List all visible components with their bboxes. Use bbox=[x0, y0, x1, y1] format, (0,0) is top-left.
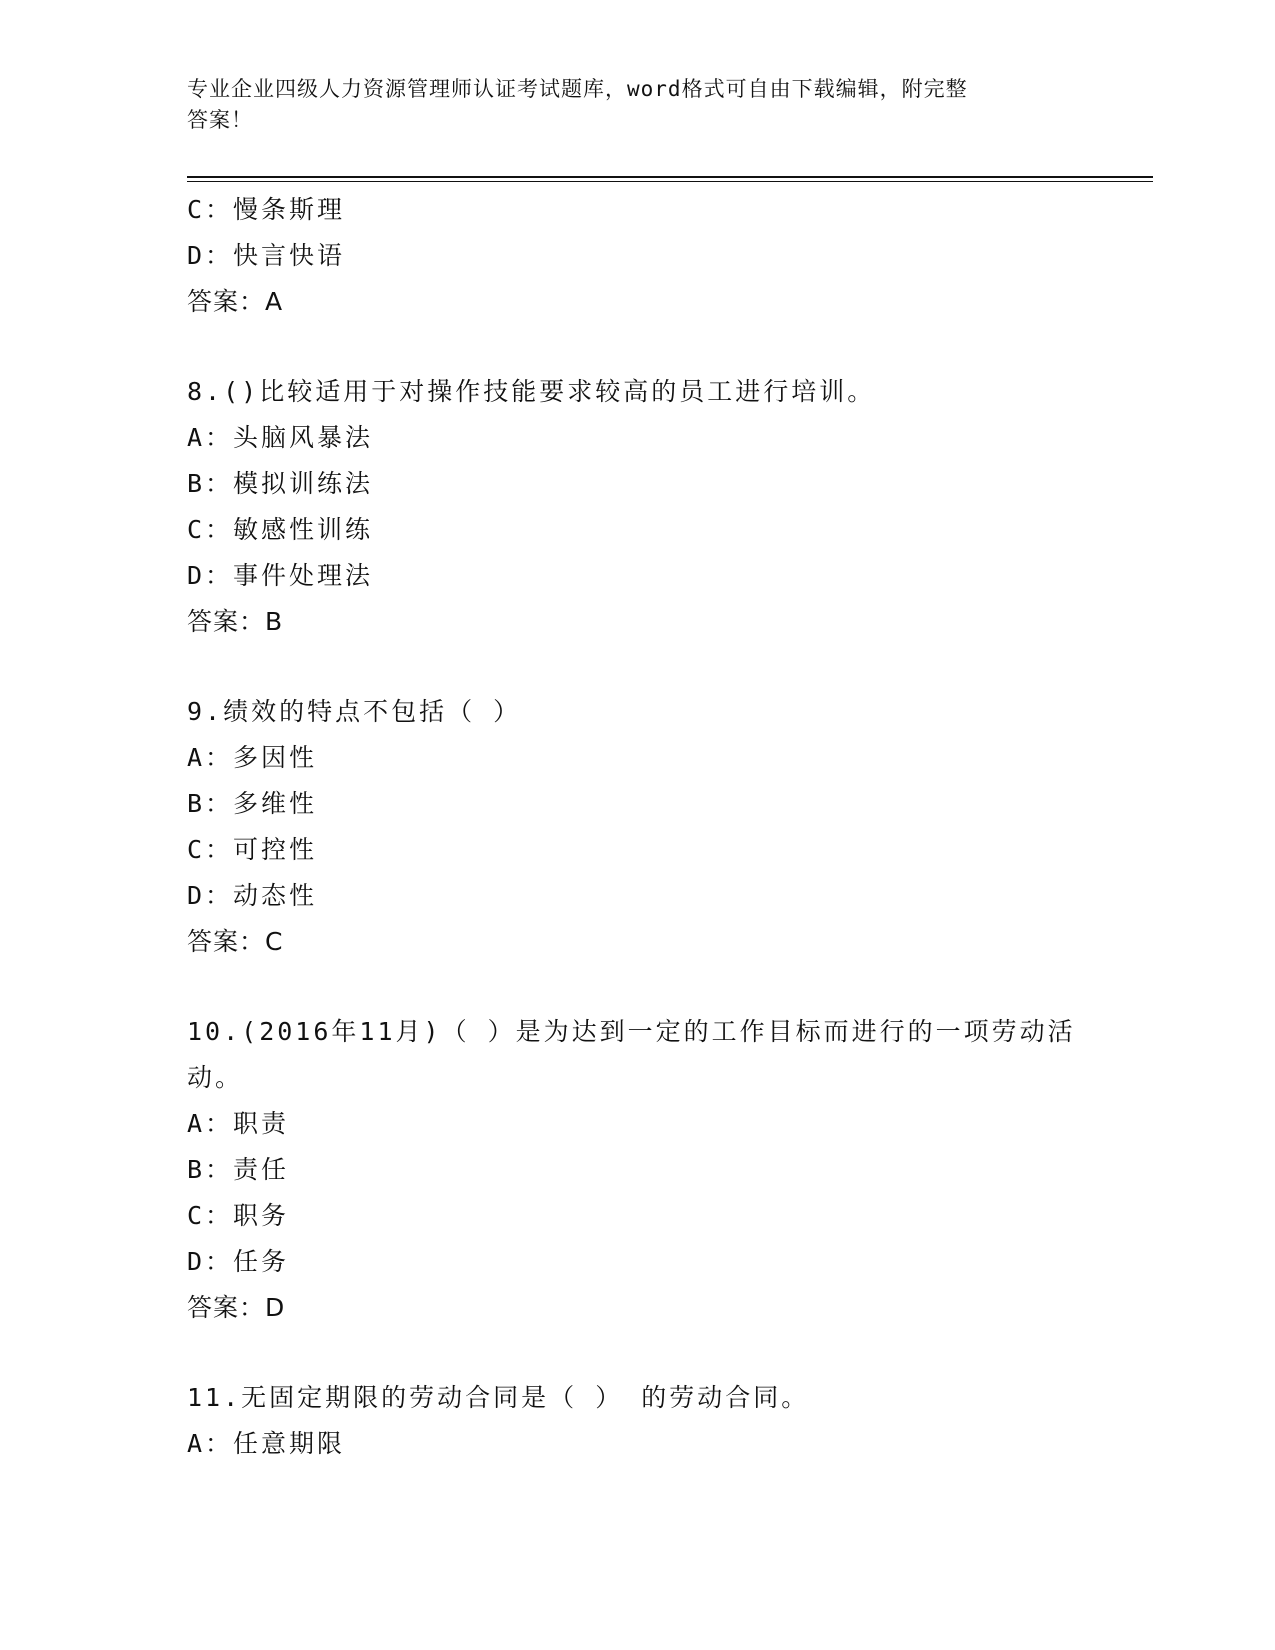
option-d: D：快言快语 bbox=[187, 241, 346, 270]
option-a: A：任意期限 bbox=[187, 1429, 346, 1458]
answer-text: 答案：D bbox=[187, 1293, 286, 1322]
option-b: B：模拟训练法 bbox=[187, 469, 374, 498]
answer-text: 答案：B bbox=[187, 607, 284, 636]
question-block bbox=[187, 689, 1153, 965]
option-d: D：事件处理法 bbox=[187, 561, 374, 590]
option-d: D：任务 bbox=[187, 1247, 290, 1276]
option-b: B：责任 bbox=[187, 1155, 290, 1184]
question-text: 9.绩效的特点不包括（ ） bbox=[187, 697, 522, 726]
document-header bbox=[187, 74, 1087, 136]
answer-text: 答案：A bbox=[187, 287, 284, 316]
option-c: C：可控性 bbox=[187, 835, 318, 864]
answer-text: 答案：C bbox=[187, 927, 284, 956]
question-block bbox=[187, 187, 1153, 325]
header-divider-thin bbox=[187, 181, 1153, 182]
question-text: 8.()比较适用于对操作技能要求较高的员工进行培训。 bbox=[187, 377, 876, 406]
option-a: A：职责 bbox=[187, 1109, 290, 1138]
question-block bbox=[187, 1009, 1153, 1331]
option-b: B：多维性 bbox=[187, 789, 318, 818]
option-a: A：头脑风暴法 bbox=[187, 423, 374, 452]
question-text: 10.(2016年11月)（ ）是为达到一定的工作目标而进行的一项劳动活动。 bbox=[187, 1017, 1076, 1092]
option-c: C：职务 bbox=[187, 1201, 290, 1230]
option-c: C：敏感性训练 bbox=[187, 515, 374, 544]
header-line-1: 专业企业四级人力资源管理师认证考试题库，word格式可自由下载编辑，附完整 bbox=[187, 77, 968, 101]
question-list bbox=[187, 187, 1153, 1467]
question-block bbox=[187, 1375, 1153, 1467]
option-c: C：慢条斯理 bbox=[187, 195, 346, 224]
option-a: A：多因性 bbox=[187, 743, 318, 772]
question-text: 11.无固定期限的劳动合同是（ ） 的劳动合同。 bbox=[187, 1383, 810, 1412]
header-divider bbox=[187, 176, 1153, 178]
option-d: D：动态性 bbox=[187, 881, 318, 910]
question-block bbox=[187, 369, 1153, 645]
header-line-2: 答案！ bbox=[187, 108, 253, 132]
